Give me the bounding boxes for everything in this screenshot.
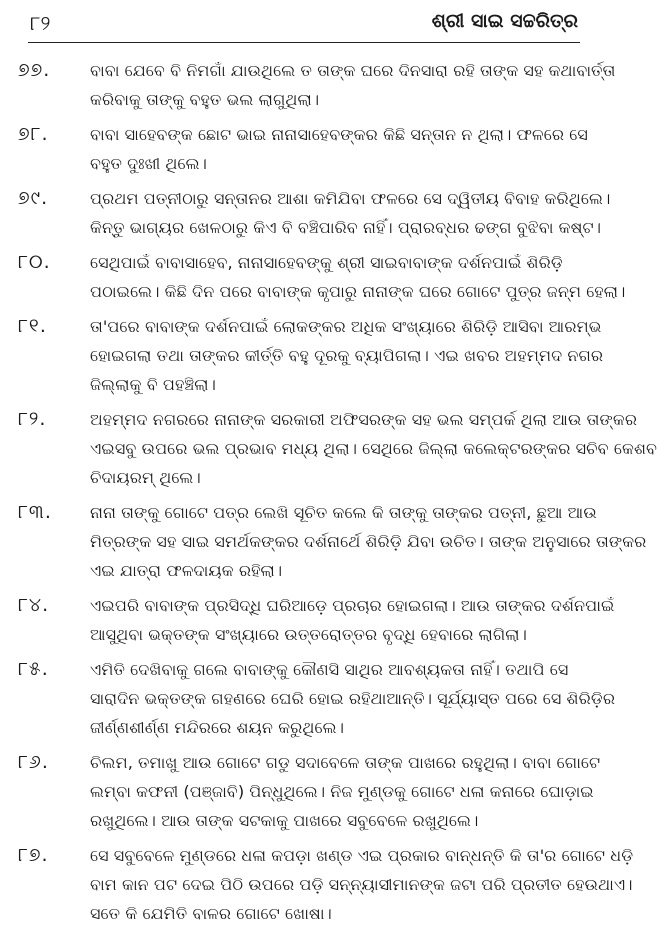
verse-text-line: ବାବା ଯେବେ ବି ନିମଗାଁ ଯାଉଥିଲେ ତ ତାଙ୍କ ଘରେ ଦିନସାରା ରହି ତାଙ୍କ ସହ କଥାବାର୍ତ୍ତା <box>90 61 616 80</box>
verse-text-line: ବାବା ସାହେବଙ୍କ ଛୋଟ ଭାଇ ନାନାସାହେବଙ୍କର କିଛି ସନ୍ତାନ ନ ଥିଲା। ଫଳରେ ସେ <box>90 125 588 144</box>
verse-text-line: ମିତ୍ରଙ୍କ ସହ ସାଇ ସମର୍ଥକଙ୍କର ଦର୍ଶନାର୍ଥେ ଶିରିଡ଼ି ଯିବା ଉଚିତ। ତାଙ୍କ ଅନୁସାରେ ତାଙ୍କର <box>90 532 647 551</box>
verse-text-line: ଏମିତି ଦେଖିବାକୁ ଗଲେ ବାବାଙ୍କୁ କୌଣସି ସାଥିର ଆବଶ୍ୟକତା ନାହିଁ। ତଥାପି ସେ <box>90 660 569 679</box>
verse-text-line: ନାନା ତାଙ୍କୁ ଗୋଟେ ପତ୍ର ଲେଖି ସୂଚିତ କଲେ କି ତାଙ୍କୁ ତାଙ୍କର ପତ୍ନୀ, ଛୁଆ ଆଉ <box>90 503 597 522</box>
verse <box>0 120 600 178</box>
verse-text-line: ଏଇସବୁ ଉପରେ ଭଲ ପ୍ରଭାବ ମଧ୍ୟ ଥିଲା। ସେଥିରେ ଜିଲ୍ଲା କଲେକ୍ଟରଙ୍କର ସଚିବ କେଶବ <box>90 439 657 458</box>
verse-text-line: ଜୀର୍ଣ୍ଣଶୀର୍ଣ୍ଣ ମନ୍ଦିରରେ ଶୟନ କରୁଥିଲେ। <box>90 718 345 737</box>
verse <box>0 498 647 585</box>
header-divider <box>28 42 580 43</box>
verse-text-line: ଲମ୍ବା କଫନୀ (ପଞ୍ଜାବି) ପିନ୍ଧୁଥିଲେ। ନିଜ ମୁଣ୍ଡକୁ ଗୋଟେ ଧଳା କନାରେ ଘୋଡ଼ାଇ <box>90 782 594 801</box>
page-number: ୮୨ <box>30 11 51 35</box>
verse-text-line: ପଠାଇଲେ। କିଛି ଦିନ ପରେ ବାବାଙ୍କ କୃପାରୁ ନାନାଙ୍କ ଘରେ ଗୋଟେ ପୁତ୍ର ଜନ୍ମ ହେଲା। <box>90 282 626 301</box>
verse-text-line: ଏଇପରି ବାବାଙ୍କ ପ୍ରସିଦ୍ଧି ଘରିଆଡ଼େ ପ୍ରଚାର ହୋଇଗଲା। ଆଉ ତାଙ୍କର ଦର୍ଶନପାଇଁ <box>90 596 615 615</box>
verse-number: ୮୩. <box>18 501 52 523</box>
verse-number: ୮୫. <box>18 658 49 680</box>
verse-text-line: ଏଇ ଯାତ୍ରା ଫଳଦାୟକ ରହିଲା। <box>90 561 283 580</box>
verse-text-line: ଚିଲମ, ତମାଖୁ ଆଉ ଗୋଟେ ଗଡୁ ସଦାବେଳେ ତାଙ୍କ ପାଖରେ ରହୁଥିଲା। ବାବା ଗୋଟେ <box>90 753 601 772</box>
verse-text-line: କରିବାକୁ ତାଙ୍କୁ ବହୁତ ଭଲ ଲାଗୁଥିଲା। <box>90 90 320 109</box>
verse <box>0 748 600 835</box>
verse-number: ୮୬. <box>18 751 49 773</box>
verse-text-line: ସେ ସବୁବେଳେ ମୁଣ୍ଡରେ ଧଳା କପଡ଼ା ଖଣ୍ଡ ଏଇ ପ୍ରକାର ବାନ୍ଧନ୍ତି କି ତା'ର ଗୋଟେ ଧଡ଼ି <box>90 846 634 865</box>
verse <box>0 248 626 306</box>
verse-number: ୮୨. <box>18 408 47 430</box>
verse-text-line: ଅହମ୍ମଦ ନଗରରେ ନାନାଙ୍କ ସରକାରୀ ଅଫିସରଙ୍କ ସହ ଭଲ ସମ୍ପର୍କ ଥିଲା ଆଉ ତାଙ୍କର <box>90 410 638 429</box>
verse-list <box>0 56 657 934</box>
verse-text-line: ଚିଦାୟରମ୍ ଥିଲେ। <box>90 468 201 487</box>
verse <box>0 591 615 649</box>
verse-text-line: ବାମ କାନ ପଟ ଦେଇ ପିଠି ଉପରେ ପଡ଼ି ସନ୍ନ୍ୟାସୀମାନଙ୍କ ଜଟା ପରି ପ୍ରତୀତ ହେଉଥାଏ। <box>90 875 633 894</box>
verse-number: ୮୧. <box>18 315 47 337</box>
verse-number: ୮୪. <box>18 594 50 616</box>
verse-number: ୮୦. <box>18 251 51 273</box>
verse-text-line: ହୋଇଗଲା ତଥା ତାଙ୍କର କୀର୍ତ୍ତି ବହୁ ଦୂରକୁ ବ୍ୟାପିଗଲା। ଏଇ ଖବର ଅହମ୍ମଦ ନଗର <box>90 346 604 365</box>
verse-text-line: ସାରାଦିନ ଭକ୍ତଙ୍କ ଗହଣରେ ଘେରି ହୋଇ ରହିଥାଆନ୍ତି। ସୂର୍ଯ୍ୟାସ୍ତ ପରେ ସେ ଶିରିଡ଼ିର <box>90 689 616 708</box>
book-title: ଶ୍ରୀ ସାଇ ସଚ୍ଚରିତ୍ର <box>431 10 578 32</box>
verse-text-line: ବହୁତ ଦୁଃଖୀ ଥିଲେ। <box>90 154 207 173</box>
verse-number: ୭୯. <box>18 187 49 209</box>
verse-number: ୮୭. <box>18 844 49 866</box>
verse-text-line: ଜିଲ୍ଲାକୁ ବି ପହଞ୍ଚିଲା। <box>90 375 216 394</box>
verse-text-line: କିନ୍ତୁ ଭାଗ୍ୟର ଖେଳଠାରୁ କିଏ ବି ବଞ୍ଚିପାରିବ ନାହିଁ। ପ୍ରାରବ୍ଧର ଢଙ୍ଗ ବୁଝିବା କଷ୍ଟ। <box>90 218 602 237</box>
verse <box>0 405 657 492</box>
verse-number: ୭୭. <box>18 59 51 81</box>
verse <box>0 312 604 399</box>
verse-text-line: ସତେ କି ଯେମିତି ବାଳର ଗୋଟେ ଖୋଷା। <box>90 904 332 923</box>
verse-text-line: ପ୍ରଥମ ପତ୍ନୀଠାରୁ ସନ୍ତାନର ଆଶା କମିଯିବା ଫଳରେ ସେ ଦ୍ୱିତୀୟ ବିବାହ କରିଥିଲେ। <box>90 189 611 208</box>
page-header <box>0 0 600 50</box>
verse <box>0 56 616 114</box>
verse-text-line: ଆସୁଥିବା ଭକ୍ତଙ୍କ ସଂଖ୍ୟାରେ ଉତ୍ତରୋତ୍ତର ବୃଦ୍ଧି ହେବାରେ ଲାଗିଲା। <box>90 625 527 644</box>
verse <box>0 841 634 928</box>
verse-text-line: ରଖୁଥିଲେ। ଆଉ ତାଙ୍କ ସଟକାକୁ ପାଖରେ ସବୁବେଳେ ରଖୁଥିଲେ। <box>90 811 479 830</box>
verse <box>0 655 616 742</box>
verse-text-line: ତା'ପରେ ବାବାଙ୍କ ଦର୍ଶନପାଇଁ ଲୋକଙ୍କର ଅଧିକ ସଂଖ୍ୟାରେ ଶିରିଡ଼ି ଆସିବା ଆରମ୍ଭ <box>90 317 602 336</box>
verse-number: ୭୮. <box>18 123 49 145</box>
verse-text-line: ସେଥିପାଇଁ ବାବାସାହେବ, ନାନାସାହେବଙ୍କୁ ଶ୍ରୀ ସାଇବାବାଙ୍କ ଦର୍ଶନପାଇଁ ଶିରିଡ଼ି <box>90 253 563 272</box>
verse <box>0 184 611 242</box>
